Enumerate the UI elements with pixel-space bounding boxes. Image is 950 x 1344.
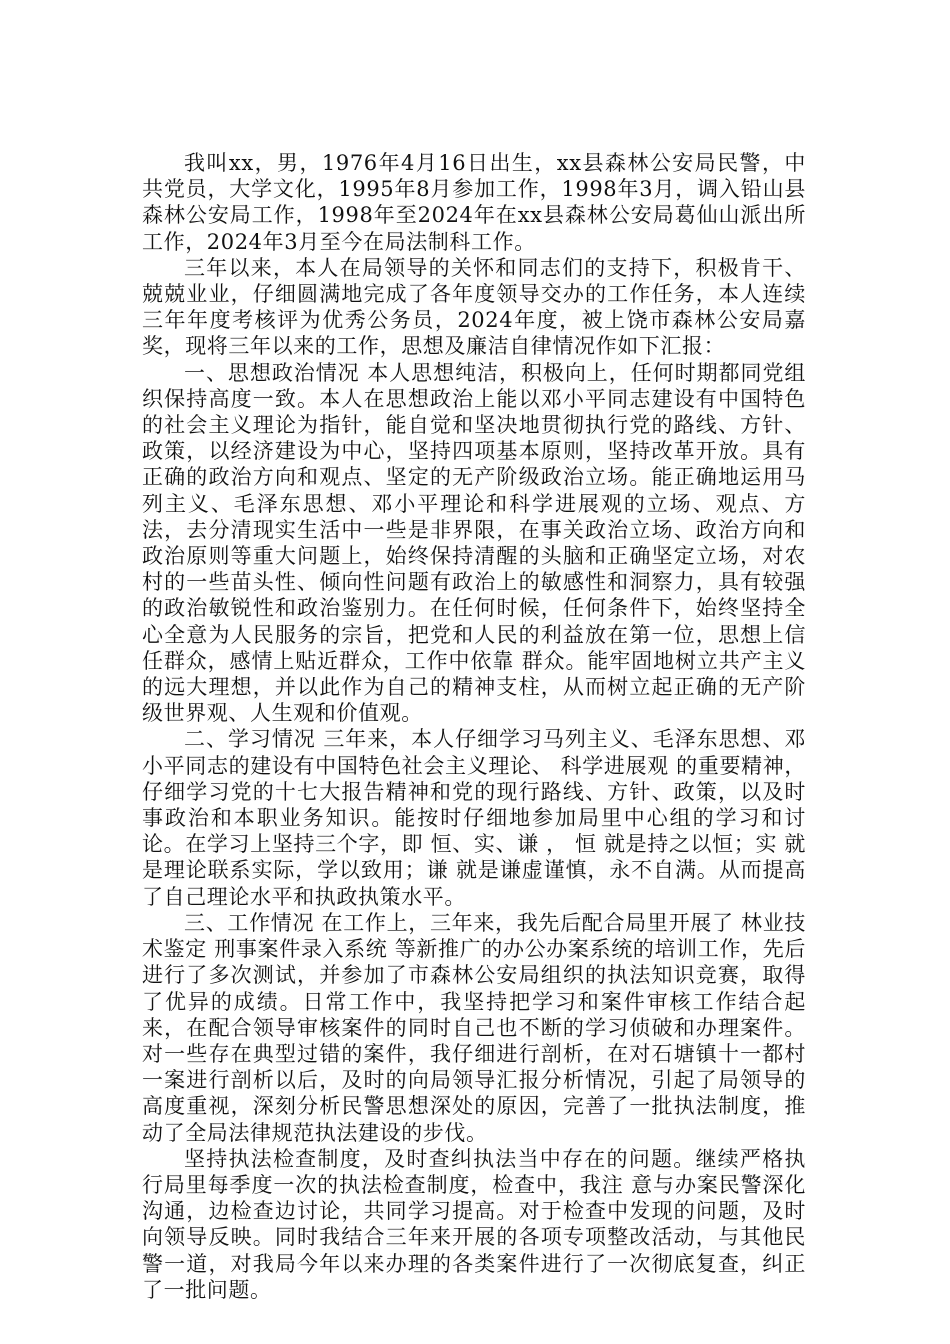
paragraph-personal-info: 我叫xx，男，1976年4月16日出生，xx县森林公安局民警，中共党员，大学文化，1995年8月参加工作，1998年3月，调入铅山县森林公安局工作，1998年至2024年在xx县森林公安局葛仙山派出所工作，2024年3月至今在局法制科工作。 [142, 151, 806, 254]
document-body [142, 150, 806, 1303]
paragraph-work: 三、工作情况 在工作上，三年来，我先后配合局里开展了 林业技术鉴定 刑事案件录入系统 等新推广的办公办案系统的培训工作，先后进行了多次测试，并参加了市森林公安局组织的执法知识竞赛，取得了优异的成绩。日常工作中，我坚持把学习和案件审核工作结合起来，在配合领导审核案件的同时自己也不断的学习侦破和办理案件。对一些存在典型过错的案件，我仔细进行剖析，在对石塘镇十一都村一案进行剖析以后，及时的向局领导汇报分析情况，引起了局领导的高度重视，深刻分析民警思想深处的原因，完善了一批执法制度，推动了全局法律规范执法建设的步伐。 [142, 910, 806, 1145]
paragraph-political-thought: 一、思想政治情况 本人思想纯洁，积极向上，任何时期都同党组织保持高度一致。本人在思想政治上能以邓小平同志建设有中国特色的社会主义理论为指针，能自觉和坚决地贯彻执行党的路线、方针、政策，以经济建设为中心，坚持四项基本原则，坚持改革开放。具有正确的政治方向和观点、坚定的无产阶级政治立场。能正确地运用马列主义、毛泽东思想、邓小平理论和科学进展观的立场、观点、方法，去分清现实生活中一些是非界限，在事关政治立场、政治方向和政治原则等重大问题上，始终保持清醒的头脑和正确坚定立场，对农村的一些苗头性、倾向性问题有政治上的敏感性和洞察力，具有较强的政治敏锐性和政治鉴别力。在任何时候，任何条件下，始终坚持全心全意为人民服务的宗旨，把党和人民的利益放在第一位，思想上信任群众，感情上贴近群众，工作中依靠 群众。能牢固地树立共产主义的远大理想，并以此作为自己的精神支柱，从而树立起正确的无产阶级世界观、人生观和价值观。 [142, 360, 806, 726]
paragraph-study: 二、学习情况 三年来，本人仔细学习马列主义、毛泽东思想、邓小平同志的建设有中国特色社会主义理论、 科学进展观 的重要精神，仔细学习党的十七大报告精神和党的现行路线、方针、政策，以及时事政治和本职业务知识。能按时仔细地参加局里中心组的学习和讨论。在学习上坚持三个字，即 恒、实、谦 ， 恒 就是持之以恒；实 就是理论联系实际，学以致用；谦 就是谦虚谨慎，永不自满。从而提高了自己理论水平和执政执策水平。 [142, 727, 806, 909]
paragraph-introduction: 三年以来，本人在局领导的关怀和同志们的支持下，积极肯干、兢兢业业，仔细圆满地完成了各年度领导交办的工作任务，本人连续三年年度考核评为优秀公务员，2024年度，被上饶市森林公安局嘉奖，现将三年以来的工作，思想及廉洁自律情况作如下汇报： [142, 255, 806, 359]
paragraph-law-enforcement-inspection: 坚持执法检查制度，及时查纠执法当中存在的问题。继续严格执行局里每季度一次的执法检查制度，检查中，我注 意与办案民警深化沟通，边检查边讨论，共同学习提高。对于检查中发现的问题，及时向领导反映。同时我结合三年来开展的各项专项整改活动，与其他民警一道，对我局今年以来办理的各类案件进行了一次彻底复查，纠正了一批问题。 [142, 1146, 806, 1302]
